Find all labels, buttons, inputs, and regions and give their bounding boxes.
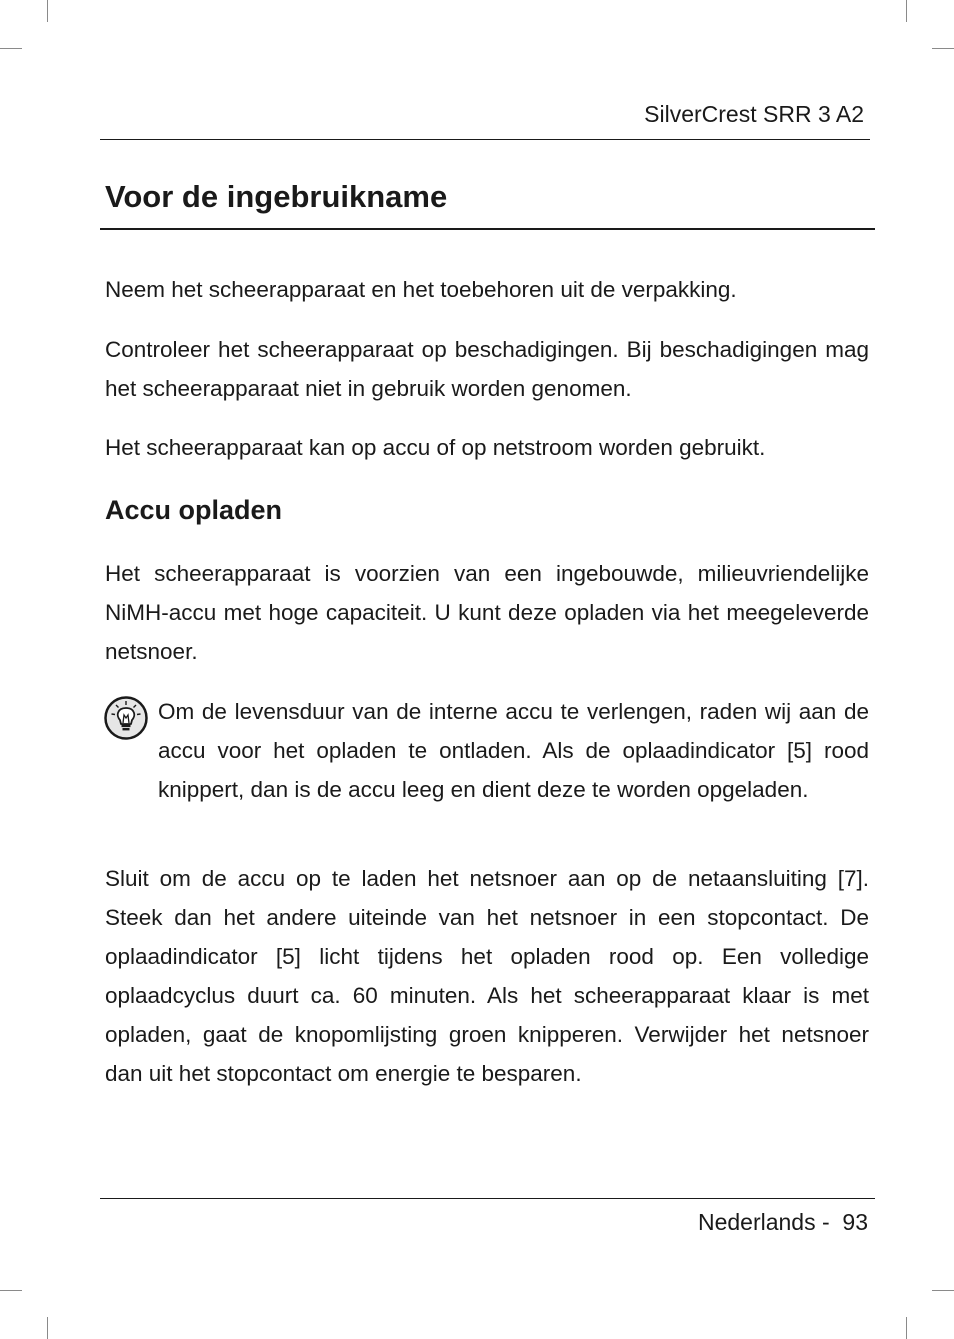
crop-mark-top-right-h [932, 48, 954, 49]
page-title: Voor de ingebruikname [105, 179, 448, 214]
title-rule [100, 228, 875, 230]
note-discharge-tip: Om de levensduur van de interne accu te verlengen, raden wij aan de accu voor het opladen te ontladen. Als de oplaadindicator [5] rood knippert, dan is de accu leeg en dient deze te worden opgeladen. [158, 699, 869, 802]
paragraph-unpack: Neem het scheerapparaat en het toebehoren uit de verpakking. [105, 277, 737, 302]
crop-mark-bottom-left-h [0, 1290, 22, 1291]
running-header: SilverCrest SRR 3 A2 [644, 101, 864, 127]
crop-mark-top-right-v [906, 0, 907, 22]
paragraph-battery-intro: Het scheerapparaat is voorzien van een ingebouwde, milieuvriendelijke NiMH-accu met hoge capaciteit. U kunt deze opladen via het meegeleverde netsnoer. [105, 561, 869, 664]
footer-rule [100, 1198, 875, 1199]
page-number: Nederlands - 93 [697, 1209, 868, 1235]
paragraph-charging-steps: Sluit om de accu op te laden het netsnoer aan op de netaansluiting [7]. Steek dan het andere uiteinde van het netsnoer in een stopcontact. De oplaadindicator [5] licht tijdens het opladen rood op. Een volledige oplaadcyclus duurt ca. 60 minuten. Als het scheerapparaat klaar is met opladen, gaat de knopomlijsting groen knipperen. Verwijder het netsnoer dan uit het stopcontact om energie te besparen. [105, 866, 869, 1086]
crop-mark-top-left-h [0, 48, 22, 49]
crop-mark-bottom-right-h [932, 1290, 954, 1291]
lightbulb-icon [103, 695, 149, 741]
section-title: Accu opladen [105, 495, 283, 525]
crop-mark-top-left-v [47, 0, 48, 22]
crop-mark-bottom-right-v [906, 1317, 907, 1339]
paragraph-inspect: Controleer het scheerapparaat op beschadigingen. Bij beschadigingen mag het scheerapparaat niet in gebruik worden genomen. [105, 337, 869, 401]
paragraph-power-source: Het scheerapparaat kan op accu of op netstroom worden gebruikt. [105, 435, 766, 460]
header-rule [100, 139, 870, 140]
crop-mark-bottom-left-v [47, 1317, 48, 1339]
